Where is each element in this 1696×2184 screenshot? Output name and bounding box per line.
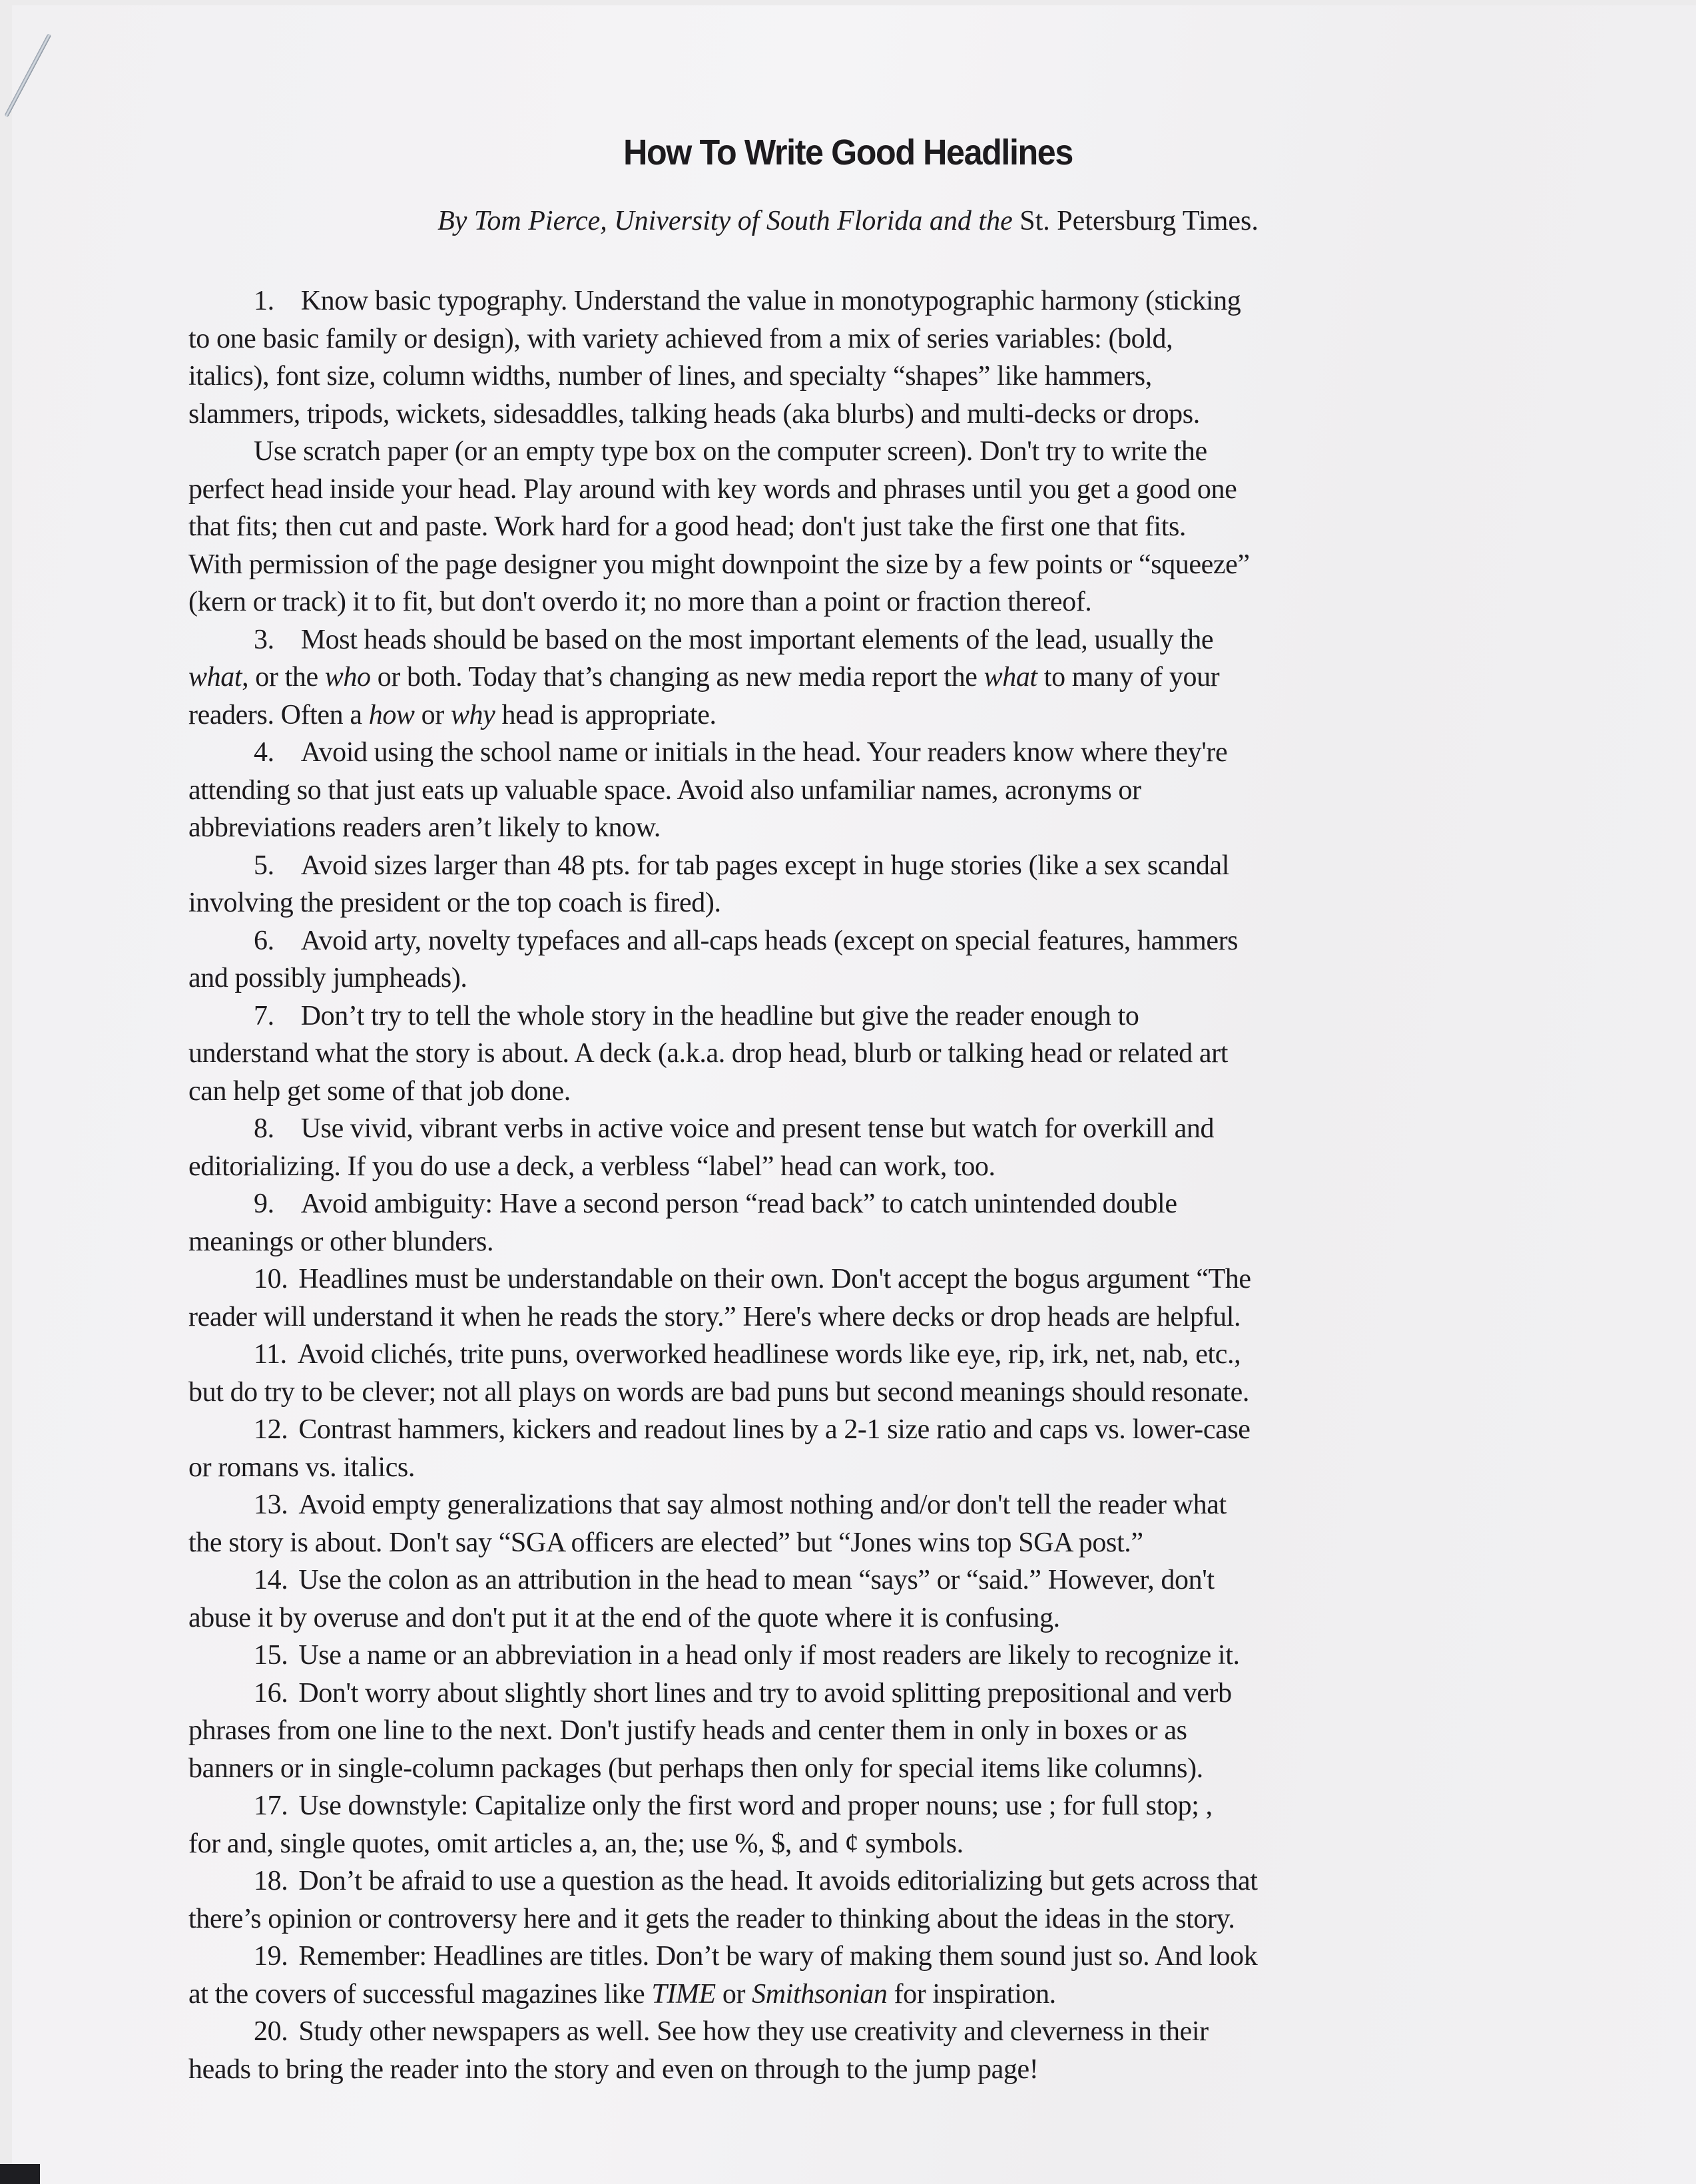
list-item — [188, 1336, 1494, 1411]
item-text: Contrast hammers, kickers and readout lines by a 2-1 size ratio and caps vs. lower-case — [298, 1414, 1251, 1445]
byline-paper: St. Petersburg Times. — [1019, 206, 1259, 236]
item-text: and possibly jumpheads). — [188, 963, 467, 993]
item-number: 11. — [254, 1339, 287, 1370]
item-first-line — [188, 433, 1494, 471]
item-text: Know basic typography. Understand the value in monotypographic harmony (sticking — [300, 286, 1241, 316]
item-first-line — [188, 1675, 1494, 1713]
item-text: perfect head inside your head. Play around with key words and phrases until you get a good one — [188, 473, 1237, 505]
item-text: reader will understand it when he reads the story.” Here's where decks or drop heads are helpful. — [188, 1301, 1241, 1332]
item-text: Avoid empty generalizations that say almost nothing and/or don't tell the reader what — [298, 1490, 1227, 1520]
item-text: but do try to be clever; not all plays on words are bad puns but second meanings should resonate. — [188, 1376, 1250, 1408]
item-line — [188, 1035, 1494, 1073]
item-first-line — [188, 282, 1494, 320]
item-first-line — [188, 1637, 1494, 1675]
item-text: banners or in single-column packages (but perhaps then only for special items like columns). — [188, 1753, 1203, 1784]
item-text: Don’t try to tell the whole story in the headline but give the reader enough to — [300, 1000, 1139, 1031]
item-text: Most heads should be based on the most important elements of the lead, usually the — [300, 624, 1214, 655]
list-item — [188, 1110, 1494, 1185]
item-text: at the covers of successful magazines like TIME or Smithsonian for inspiration. — [188, 1978, 1056, 2010]
list-item — [188, 282, 1494, 433]
item-text: Don't worry about slightly short lines and try to avoid splitting prepositional and verb — [298, 1677, 1232, 1709]
item-line — [188, 1223, 1494, 1261]
item-line — [188, 1298, 1494, 1336]
item-text: italics), font size, column widths, number of lines, and specialty “shapes” like hammers, — [188, 361, 1152, 392]
item-line — [188, 1599, 1494, 1637]
item-text: understand what the story is about. A deck (a.k.a. drop head, blurb or talking head or related art — [188, 1038, 1228, 1069]
list-item — [188, 1561, 1494, 1637]
item-first-line — [188, 1486, 1494, 1524]
item-text: heads to bring the reader into the story and even on through to the jump page! — [188, 2053, 1039, 2085]
item-text: for and, single quotes, omit articles a, an, the; use %, $, and ¢ symbols. — [188, 1828, 964, 1859]
item-line — [188, 320, 1494, 358]
scan-edge — [0, 2164, 40, 2184]
item-first-line — [188, 997, 1494, 1035]
item-number: 7. — [254, 1000, 274, 1031]
list-item — [188, 1486, 1494, 1561]
item-text: the story is about. Don't say “SGA officers are elected” but “Jones wins top SGA post.” — [188, 1527, 1143, 1558]
item-text: slammers, tripods, wickets, sidesaddles, talking heads (aka blurbs) and multi-decks or drops. — [188, 398, 1200, 429]
item-text: that fits; then cut and paste. Work hard for a good head; don't just take the first one that fits. — [188, 511, 1187, 542]
item-number: 9. — [254, 1189, 274, 1219]
item-line — [188, 583, 1494, 621]
item-number: 10. — [254, 1264, 288, 1294]
item-text: Avoid sizes larger than 48 pts. for tab pages except in huge stories (like a sex scandal — [300, 850, 1230, 881]
byline — [0, 205, 1696, 237]
item-line — [188, 809, 1494, 847]
item-line — [188, 1750, 1494, 1788]
list-item — [188, 1675, 1494, 1788]
item-text: Use scratch paper (or an empty type box on the computer screen). Don't try to write the — [254, 436, 1207, 467]
item-number: 6. — [254, 925, 274, 956]
item-line — [188, 1449, 1494, 1487]
item-text: to one basic family or design), with variety achieved from a mix of series variables: (bold, — [188, 323, 1173, 354]
item-text: meanings or other blunders. — [188, 1226, 494, 1257]
item-line — [188, 471, 1494, 509]
page-title: How To Write Good Headlines — [623, 133, 1073, 172]
item-text: Avoid using the school name or initials in the head. Your readers know where they're — [300, 737, 1228, 768]
item-first-line — [188, 734, 1494, 772]
item-text: Use vivid, vibrant verbs in active voice and present tense but watch for overkill and — [300, 1113, 1215, 1144]
headline-tips-list — [188, 282, 1494, 2088]
item-text: (kern or track) it to fit, but don't overdo it; no more than a point or fraction thereof. — [188, 587, 1092, 617]
list-item — [188, 1938, 1494, 2013]
item-line — [188, 1712, 1494, 1750]
item-number: 20. — [254, 2016, 288, 2047]
item-text: Headlines must be understandable on their own. Don't accept the bogus argument “The — [298, 1264, 1251, 1294]
item-first-line — [188, 1110, 1494, 1148]
item-line — [188, 1374, 1494, 1412]
item-text: can help get some of that job done. — [188, 1075, 571, 1107]
item-first-line — [188, 847, 1494, 885]
list-item — [188, 922, 1494, 997]
item-text: With permission of the page designer you might downpoint the size by a few points or “squeeze” — [188, 549, 1250, 580]
item-text: Remember: Headlines are titles. Don’t be wary of making them sound just so. And look — [298, 1941, 1258, 1972]
list-item — [188, 734, 1494, 847]
item-text: Don’t be afraid to use a question as the head. It avoids editorializing but gets across that — [298, 1866, 1258, 1896]
item-first-line — [188, 621, 1494, 659]
item-text: what, or the who or both. Today that’s changing as new media report the what to many of your — [188, 662, 1220, 692]
item-first-line — [188, 1862, 1494, 1900]
item-line — [188, 959, 1494, 997]
item-number: 15. — [254, 1640, 288, 1671]
item-text: Use downstyle: Capitalize only the first word and proper nouns; use ; for full stop; , — [298, 1790, 1213, 1821]
item-number: 18. — [254, 1866, 288, 1896]
item-first-line — [188, 2013, 1494, 2051]
item-text: abuse it by overuse and don't put it at the end of the quote where it is confusing. — [188, 1602, 1060, 1633]
item-first-line — [188, 1185, 1494, 1223]
item-line — [188, 1825, 1494, 1863]
item-first-line — [188, 922, 1494, 960]
item-text: Avoid ambiguity: Have a second person “read back” to catch unintended double — [300, 1189, 1177, 1219]
list-item — [188, 1411, 1494, 1486]
item-line — [188, 508, 1494, 546]
list-item — [188, 621, 1494, 734]
item-number: 17. — [254, 1790, 288, 1821]
item-line — [188, 1524, 1494, 1562]
item-text: readers. Often a how or why head is appropriate. — [188, 699, 716, 730]
list-item — [188, 1185, 1494, 1260]
item-number: 12. — [254, 1414, 288, 1445]
item-number: 4. — [254, 737, 274, 768]
list-item — [188, 1862, 1494, 1938]
list-item — [188, 1787, 1494, 1862]
item-line — [188, 1900, 1494, 1938]
item-number: 14. — [254, 1565, 288, 1595]
item-text: attending so that just eats up valuable space. Avoid also unfamiliar names, acronyms or — [188, 774, 1141, 806]
item-text: abbreviations readers aren’t likely to know. — [188, 812, 661, 843]
item-text: Use the colon as an attribution in the head to mean “says” or “said.” However, don't — [298, 1565, 1215, 1595]
item-text: phrases from one line to the next. Don't justify heads and center them in only in boxes or as — [188, 1715, 1187, 1746]
item-text: Study other newspapers as well. See how they use creativity and cleverness in their — [298, 2016, 1209, 2047]
byline-author: By Tom Pierce, University of South Florida and the — [437, 206, 1013, 236]
item-line — [188, 1148, 1494, 1186]
item-line — [188, 772, 1494, 810]
item-text: involving the president or the top coach is fired). — [188, 888, 721, 918]
item-first-line — [188, 1336, 1494, 1374]
item-line — [188, 546, 1494, 584]
item-number: 1. — [254, 286, 274, 316]
item-text: Avoid clichés, trite puns, overworked headlinese words like eye, rip, irk, net, nab, etc., — [297, 1339, 1241, 1370]
list-item — [188, 1637, 1494, 1675]
item-first-line — [188, 1260, 1494, 1298]
item-line — [188, 659, 1494, 696]
item-text: Use a name or an abbreviation in a head only if most readers are likely to recognize it. — [298, 1640, 1240, 1671]
item-number: 16. — [254, 1677, 288, 1709]
item-line — [188, 696, 1494, 734]
item-number: 3. — [254, 624, 274, 655]
item-line — [188, 1073, 1494, 1111]
item-first-line — [188, 1561, 1494, 1599]
item-line — [188, 2051, 1494, 2089]
item-number: 13. — [254, 1490, 288, 1520]
item-number: 8. — [254, 1113, 274, 1144]
item-line — [188, 1976, 1494, 2014]
list-item — [188, 847, 1494, 922]
item-line — [188, 358, 1494, 396]
list-item — [188, 2013, 1494, 2088]
list-item — [188, 997, 1494, 1111]
item-text: there’s opinion or controversy here and it gets the reader to thinking about the ideas in the story. — [188, 1903, 1235, 1934]
item-text: editorializing. If you do use a deck, a verbless “label” head can work, too. — [188, 1151, 995, 1182]
item-text: or romans vs. italics. — [188, 1452, 415, 1483]
item-number: 19. — [254, 1941, 288, 1972]
item-first-line — [188, 1411, 1494, 1449]
list-item — [188, 433, 1494, 621]
item-first-line — [188, 1787, 1494, 1825]
item-text: Avoid arty, novelty typefaces and all-caps heads (except on special features, hammers — [300, 925, 1239, 956]
item-line — [188, 396, 1494, 433]
item-first-line — [188, 1938, 1494, 1976]
item-line — [188, 884, 1494, 922]
list-item — [188, 1260, 1494, 1336]
item-number: 5. — [254, 850, 274, 881]
